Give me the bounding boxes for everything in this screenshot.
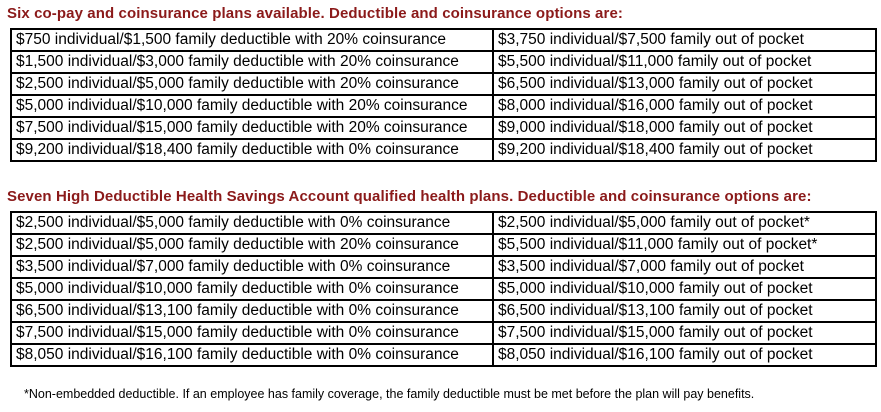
deductible-cell: $5,000 individual/$10,000 family deductible with 20% coinsurance (11, 95, 493, 117)
deductible-cell: $7,500 individual/$15,000 family deductible with 0% coinsurance (11, 322, 493, 344)
copay-plans-table-body (11, 29, 876, 161)
deductible-cell: $5,000 individual/$10,000 family deductible with 0% coinsurance (11, 278, 493, 300)
plan-row (11, 51, 876, 73)
plan-row (11, 300, 876, 322)
deductible-cell: $2,500 individual/$5,000 family deductible with 20% coinsurance (11, 234, 493, 256)
plan-row (11, 139, 876, 161)
deductible-cell: $1,500 individual/$3,000 family deductible with 20% coinsurance (11, 51, 493, 73)
hsa-plans-table-body (11, 212, 876, 366)
out-of-pocket-cell: $8,000 individual/$16,000 family out of pocket (493, 95, 876, 117)
hsa-plans-table (10, 211, 877, 367)
out-of-pocket-cell: $5,000 individual/$10,000 family out of pocket (493, 278, 876, 300)
copay-plans-table (10, 28, 877, 162)
plan-row (11, 212, 876, 234)
out-of-pocket-cell: $7,500 individual/$15,000 family out of pocket (493, 322, 876, 344)
plan-row (11, 344, 876, 366)
deductible-cell: $2,500 individual/$5,000 family deductible with 20% coinsurance (11, 73, 493, 95)
plan-row (11, 73, 876, 95)
out-of-pocket-cell: $3,750 individual/$7,500 family out of pocket (493, 29, 876, 51)
out-of-pocket-cell: $5,500 individual/$11,000 family out of pocket (493, 51, 876, 73)
deductible-cell: $9,200 individual/$18,400 family deductible with 0% coinsurance (11, 139, 493, 161)
out-of-pocket-cell: $2,500 individual/$5,000 family out of pocket* (493, 212, 876, 234)
hsa-plans-heading: Seven High Deductible Health Savings Account qualified health plans. Deductible and coinsurance options are: (7, 188, 812, 205)
out-of-pocket-cell: $9,200 individual/$18,400 family out of pocket (493, 139, 876, 161)
out-of-pocket-cell: $8,050 individual/$16,100 family out of pocket (493, 344, 876, 366)
plan-row (11, 322, 876, 344)
deductible-cell: $8,050 individual/$16,100 family deductible with 0% coinsurance (11, 344, 493, 366)
out-of-pocket-cell: $6,500 individual/$13,100 family out of pocket (493, 300, 876, 322)
non-embedded-deductible-footnote: *Non-embedded deductible. If an employee has family coverage, the family deductible must be met before the plan will pay benefits. (24, 387, 755, 401)
out-of-pocket-cell: $5,500 individual/$11,000 family out of pocket* (493, 234, 876, 256)
out-of-pocket-cell: $9,000 individual/$18,000 family out of pocket (493, 117, 876, 139)
plan-row (11, 29, 876, 51)
out-of-pocket-cell: $3,500 individual/$7,000 family out of pocket (493, 256, 876, 278)
deductible-cell: $750 individual/$1,500 family deductible with 20% coinsurance (11, 29, 493, 51)
plan-row (11, 117, 876, 139)
plan-row (11, 234, 876, 256)
deductible-cell: $6,500 individual/$13,100 family deductible with 0% coinsurance (11, 300, 493, 322)
plan-row (11, 256, 876, 278)
plan-row (11, 95, 876, 117)
deductible-cell: $2,500 individual/$5,000 family deductible with 0% coinsurance (11, 212, 493, 234)
deductible-cell: $3,500 individual/$7,000 family deductible with 0% coinsurance (11, 256, 493, 278)
plan-row (11, 278, 876, 300)
out-of-pocket-cell: $6,500 individual/$13,000 family out of pocket (493, 73, 876, 95)
copay-plans-heading: Six co-pay and coinsurance plans available. Deductible and coinsurance options are: (7, 5, 623, 22)
deductible-cell: $7,500 individual/$15,000 family deductible with 20% coinsurance (11, 117, 493, 139)
